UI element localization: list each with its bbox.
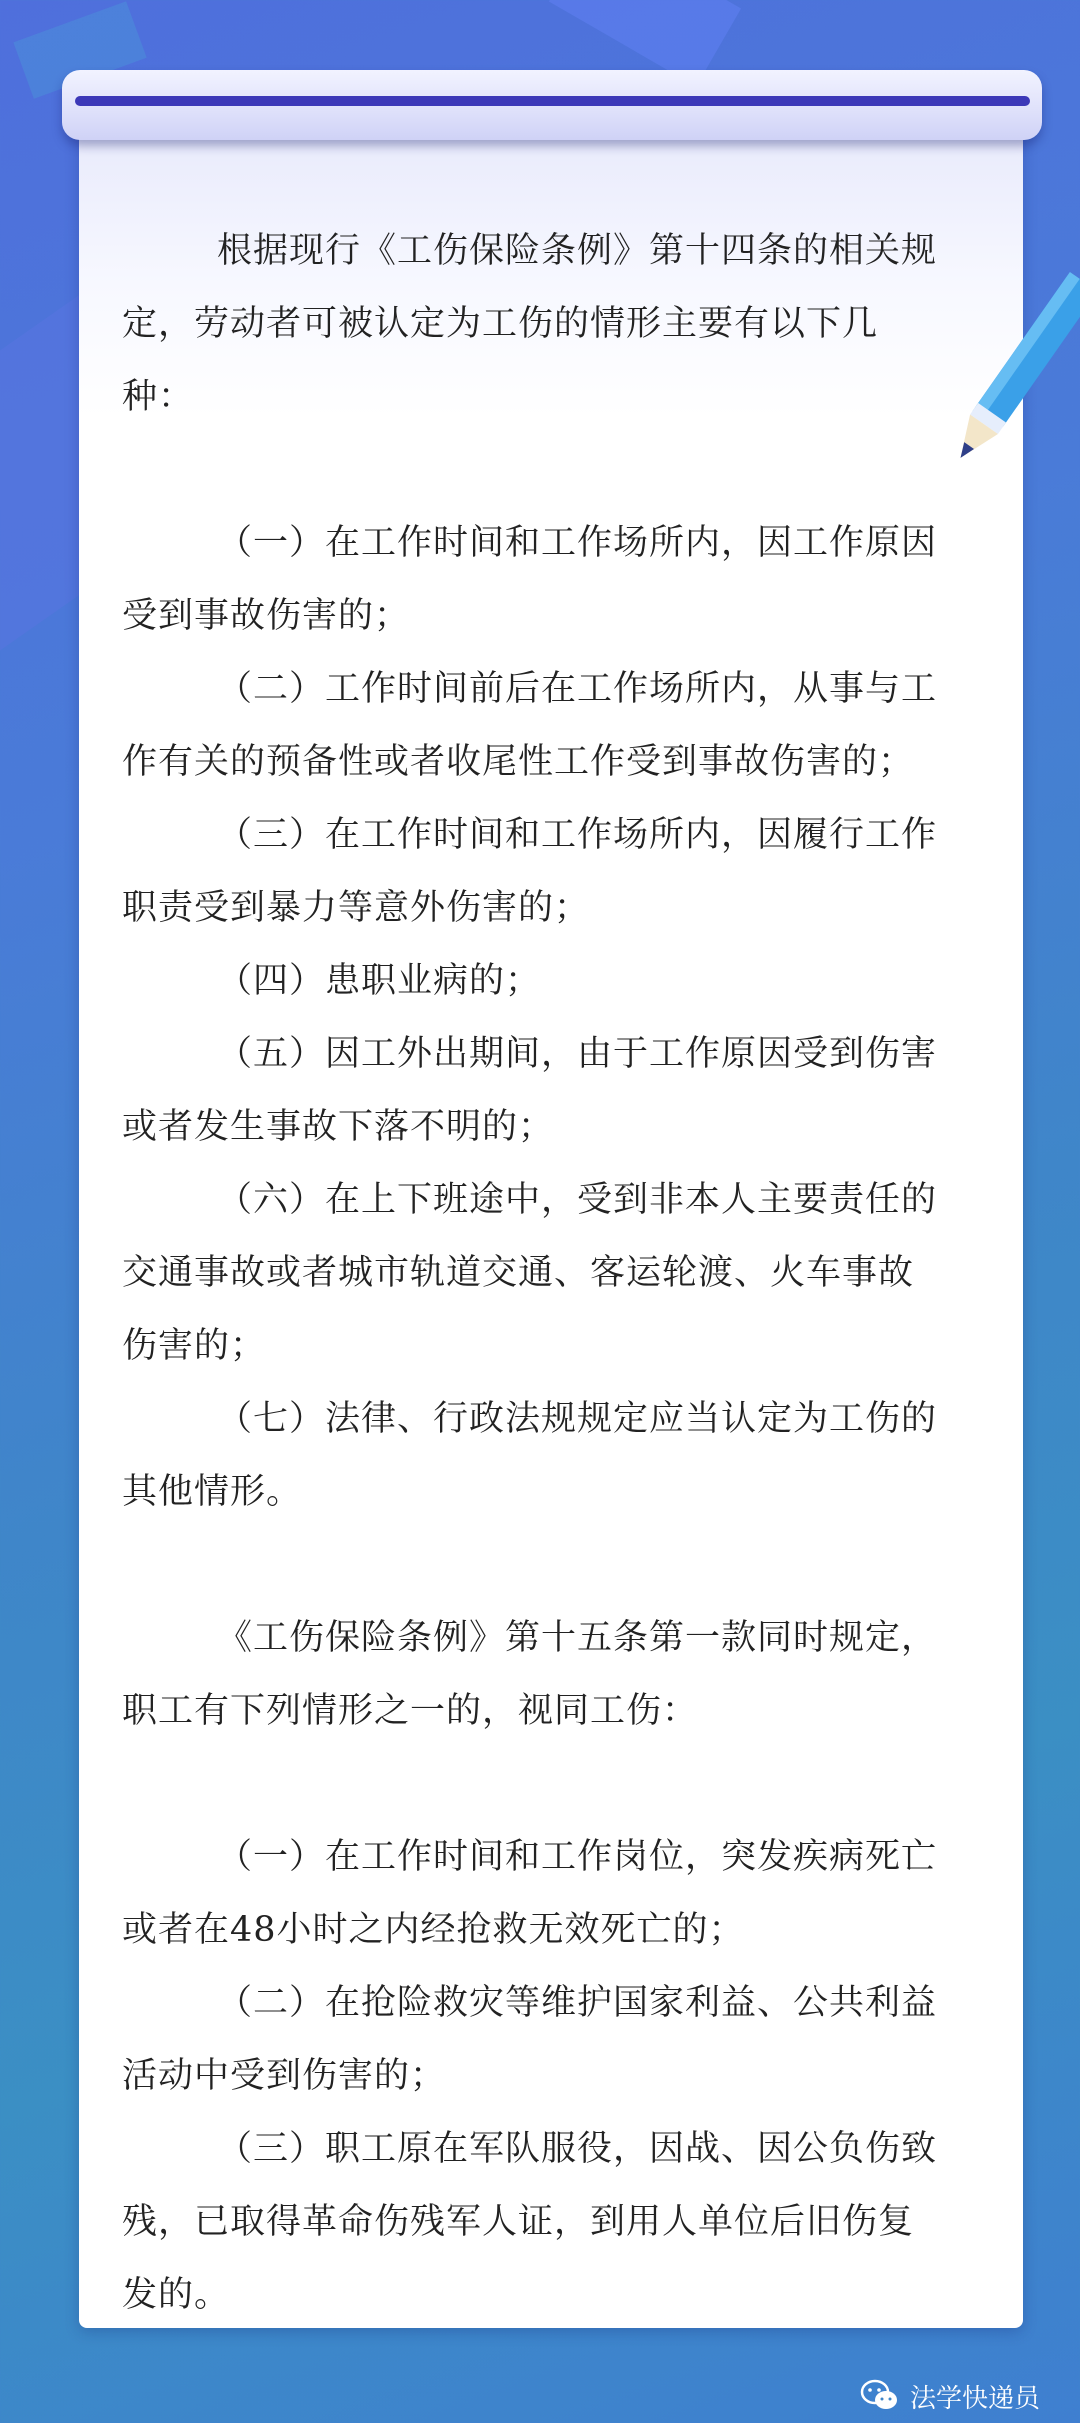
list-item-line: （二）在抢险救灾等维护国家利益、公共利益 <box>217 1983 938 2023</box>
list-item-line: （三）在工作时间和工作场所内，因履行工作 <box>217 815 938 855</box>
list-item-line: 受到事故伤害的； <box>122 596 411 636</box>
text-line: 种： <box>122 377 195 417</box>
list-item-line: 职责受到暴力等意外伤害的； <box>122 888 591 928</box>
text-line: 根据现行《工伤保险条例》第十四条的相关规 <box>217 231 938 271</box>
list-item-line: （四）患职业病的； <box>217 961 542 1001</box>
list-item-line: （五）因工外出期间，由于工作原因受到伤害 <box>217 1034 938 1074</box>
list-item-line: 其他情形。 <box>122 1472 303 1512</box>
list-item-line: 或者在48小时之内经抢救无效死亡的； <box>122 1910 745 1950</box>
account-name: 法学快递员 <box>909 2383 1040 2414</box>
list-item-line: （一）在工作时间和工作岗位，突发疾病死亡 <box>217 1837 938 1877</box>
footer-account[interactable] <box>860 2376 1040 2416</box>
list-item-line: 或者发生事故下落不明的； <box>122 1107 555 1147</box>
article-text <box>122 215 982 2332</box>
list-item-line: 伤害的； <box>122 1326 267 1366</box>
list-item-line: （七）法律、行政法规规定应当认定为工伤的 <box>217 1399 938 1439</box>
list-item-line: （一）在工作时间和工作场所内，因工作原因 <box>217 523 938 563</box>
list-item-line: 交通事故或者城市轨道交通、客运轮渡、火车事故 <box>122 1253 915 1293</box>
list-item-line: 残，已取得革命伤残军人证，到用人单位后旧伤复 <box>122 2202 915 2242</box>
list-item-line: （三）职工原在军队服役，因战、因公负伤致 <box>217 2129 938 2169</box>
text-line: 职工有下列情形之一的，视同工伤： <box>122 1691 699 1731</box>
list-item-line: 作有关的预备性或者收尾性工作受到事故伤害的； <box>122 742 915 782</box>
text-line: 定，劳动者可被认定为工伤的情形主要有以下几 <box>122 304 879 344</box>
list-item-line: （二）工作时间前后在工作场所内，从事与工 <box>217 669 938 709</box>
wechat-icon <box>860 2379 900 2413</box>
scroll-rod <box>75 96 1030 106</box>
list-item-line: 发的。 <box>122 2275 231 2315</box>
list-item-line: （六）在上下班途中，受到非本人主要责任的 <box>217 1180 938 1220</box>
text-line: 《工伤保险条例》第十五条第一款同时规定， <box>217 1618 938 1658</box>
list-item-line: 活动中受到伤害的； <box>122 2056 447 2096</box>
